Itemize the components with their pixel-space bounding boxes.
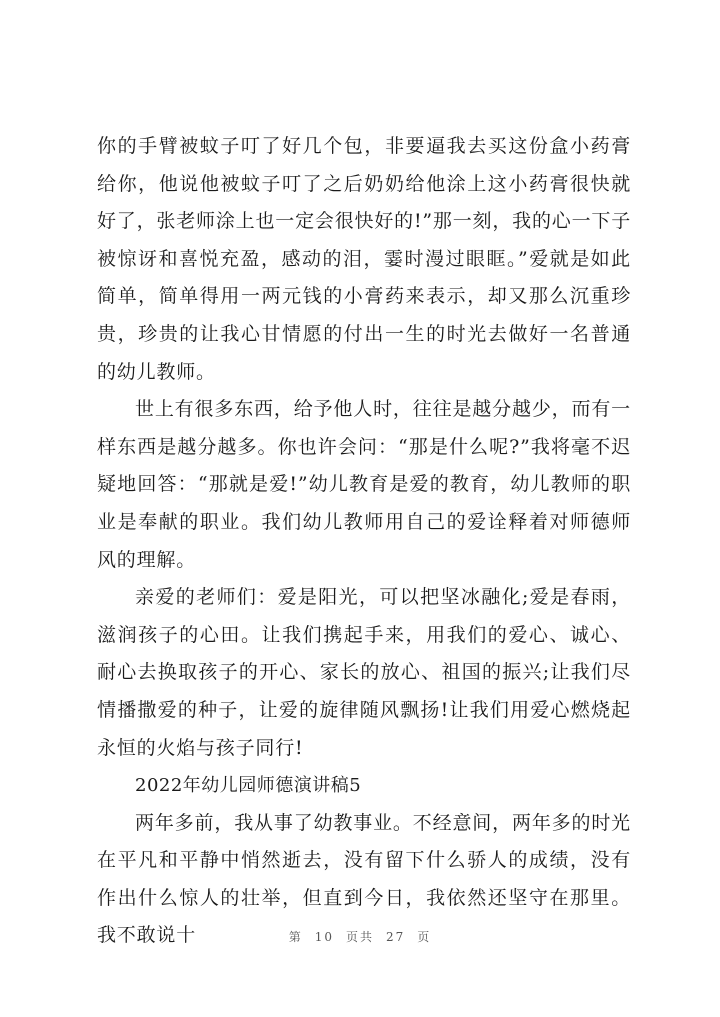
paragraph-1: 你的手臂被蚊子叮了好几个包，非要逼我去买这份盒小药膏给你，他说他被蚊子叮了之后奶奶给他涂上这小药膏很快就好了，张老师涂上也一定会很快好的!”那一刻，我的心一下子被惊讶和喜悦充盈，感动的泪，霎时漫过眼眶。”爱就是如此简单，简单得用一两元钱的小膏药来表示，却又那么沉重珍贵，珍贵的让我心甘情愿的付出一生的时光去做好一名普通的幼儿教师。 — [97, 135, 631, 383]
page-footer — [0, 928, 720, 945]
body-text — [97, 128, 631, 955]
footer-current-page: 10 — [314, 930, 334, 944]
paragraph-3: 亲爱的老师们：爱是阳光，可以把坚冰融化;爱是春雨，滋润孩子的心田。让我们携起手来，用我们的爱心、诚心、耐心去换取孩子的开心、家长的放心、祖国的振兴;让我们尽情播撒爱的种子，让爱的旋律随风飘扬!让我们用爱心燃烧起永恒的火焰与孩子同行! — [97, 586, 631, 759]
footer-total-pages: 27 — [386, 930, 406, 944]
footer-prefix: 第 — [288, 930, 303, 944]
section-heading: 2022年幼儿园师德演讲稿5 — [135, 775, 362, 797]
paragraph-2: 世上有很多东西，给予他人时，往往是越分越少，而有一样东西是越分越多。你也许会问：“那是什么呢?”我将毫不迟疑地回答：“那就是爱!”幼儿教育是爱的教育，幼儿教师的职业是奉献的职业。我们幼儿教师用自己的爱诠释着对师德师风的理解。 — [97, 398, 631, 571]
paragraph-4: 两年多前，我从事了幼教事业。不经意间，两年多的时光在平凡和平静中悄然逝去，没有留下什么骄人的成绩，没有作出什么惊人的壮举，但直到今日，我依然还坚守在那里。我不敢说十 — [97, 811, 631, 947]
footer-middle: 页共 — [345, 930, 374, 944]
footer-suffix: 页 — [417, 930, 432, 944]
